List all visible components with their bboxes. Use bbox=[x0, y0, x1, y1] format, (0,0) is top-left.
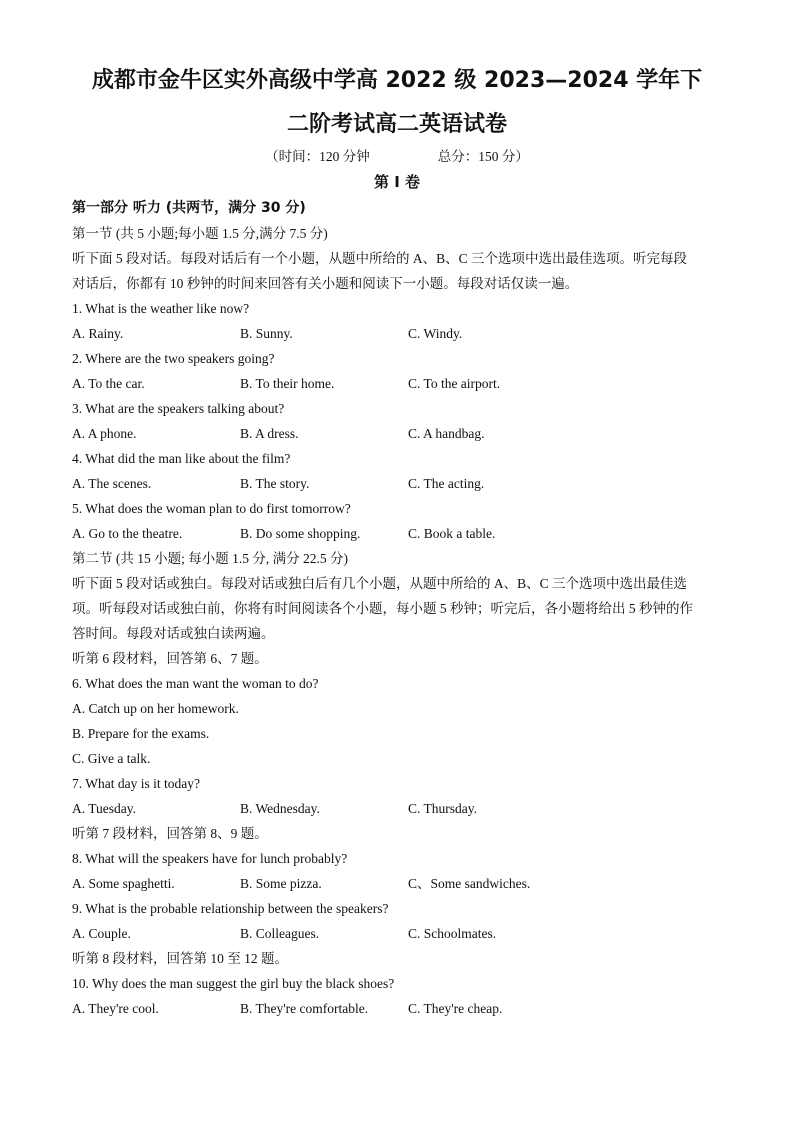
option-a: A. Tuesday. bbox=[72, 801, 137, 816]
option-c: C. Thursday. bbox=[408, 801, 477, 816]
question-10: 10. Why does the man suggest the girl buy the black shoes? bbox=[72, 976, 395, 991]
exam-meta bbox=[0, 145, 794, 165]
option-a: A. The scenes. bbox=[72, 476, 152, 491]
option-c: C. A handbag. bbox=[408, 426, 485, 441]
option-a: A. To the car. bbox=[72, 376, 145, 391]
option-a: A. A phone. bbox=[72, 426, 137, 441]
option-c: C、Some sandwiches. bbox=[408, 876, 531, 891]
option-c: C. Windy. bbox=[408, 326, 463, 341]
question-5: 5. What does the woman plan to do first tomorrow? bbox=[72, 501, 351, 516]
option-a: A. Rainy. bbox=[72, 326, 124, 341]
question-9-options bbox=[72, 921, 722, 946]
option-b: B. Colleagues. bbox=[240, 926, 320, 941]
option-b: B. The story. bbox=[240, 476, 310, 491]
segment-6-heading: 听第 6 段材料，回答第 6、7 题。 bbox=[72, 651, 268, 666]
option-b: B. Sunny. bbox=[240, 326, 293, 341]
option-b: B. They're comfortable. bbox=[240, 1001, 369, 1016]
question-1-options bbox=[72, 321, 722, 346]
option-a: A. Couple. bbox=[72, 926, 131, 941]
question-8-options bbox=[72, 871, 722, 896]
segment-8-heading: 听第 8 段材料，回答第 10 至 12 题。 bbox=[72, 951, 288, 966]
option-c: C. They're cheap. bbox=[408, 1001, 503, 1016]
option-a: A. Some spaghetti. bbox=[72, 876, 175, 891]
volume-heading: 第 I 卷 bbox=[373, 173, 421, 191]
section1-instructions-1: 听下面 5 段对话。每段对话后有一个小题，从题中所给的 A、B、C 三个选项中选出最佳选项。听完每段 bbox=[72, 251, 688, 266]
option-b: B. Wednesday. bbox=[240, 801, 320, 816]
question-2: 2. Where are the two speakers going? bbox=[72, 351, 275, 366]
option-b: B. To their home. bbox=[240, 376, 335, 391]
option-c: C. The acting. bbox=[408, 476, 485, 491]
question-6-option-c: C. Give a talk. bbox=[72, 751, 151, 766]
section1-heading: 第一节 (共 5 小题;每小题 1.5 分,满分 7.5 分) bbox=[72, 226, 328, 241]
question-3-options bbox=[72, 421, 722, 446]
section2-instructions-1: 听下面 5 段对话或独白。每段对话或独白后有几个小题，从题中所给的 A、B、C 三个选项中选出最佳选 bbox=[72, 576, 688, 591]
question-6-option-b: B. Prepare for the exams. bbox=[72, 726, 210, 741]
question-7-options bbox=[72, 796, 722, 821]
exam-title-line1: 成都市金牛区实外高级中学高 2022 级 2023—2024 学年下 bbox=[91, 68, 703, 93]
question-4: 4. What did the man like about the film? bbox=[72, 451, 291, 466]
question-7: 7. What day is it today? bbox=[72, 776, 200, 791]
option-c: C. Schoolmates. bbox=[408, 926, 497, 941]
segment-7-heading: 听第 7 段材料，回答第 8、9 题。 bbox=[72, 826, 268, 841]
option-c: C. Book a table. bbox=[408, 526, 496, 541]
exam-time: （时间：120 分钟 bbox=[265, 149, 370, 164]
question-5-options bbox=[72, 521, 722, 546]
question-10-options bbox=[72, 996, 722, 1021]
question-8: 8. What will the speakers have for lunch probably? bbox=[72, 851, 348, 866]
question-2-options bbox=[72, 371, 722, 396]
section2-instructions-2: 项。听每段对话或独白前，你将有时间阅读各个小题，每小题 5 秒钟；听完后，各小题将给出 5 秒钟的作 bbox=[72, 601, 693, 616]
section1-instructions-2: 对话后，你都有 10 秒钟的时间来回答有关小题和阅读下一小题。每段对话仅读一遍。 bbox=[72, 276, 579, 291]
question-6: 6. What does the man want the woman to do? bbox=[72, 676, 319, 691]
option-a: A. Go to the theatre. bbox=[72, 526, 183, 541]
exam-content bbox=[72, 196, 722, 1021]
section2-heading: 第二节 (共 15 小题; 每小题 1.5 分, 满分 22.5 分) bbox=[72, 551, 348, 566]
question-4-options bbox=[72, 471, 722, 496]
option-b: B. A dress. bbox=[240, 426, 299, 441]
exam-title-line2: 二阶考试高二英语试卷 bbox=[286, 112, 507, 137]
question-1: 1. What is the weather like now? bbox=[72, 301, 250, 316]
option-a: A. They're cool. bbox=[72, 1001, 159, 1016]
option-c: C. To the airport. bbox=[408, 376, 501, 391]
option-b: B. Do some shopping. bbox=[240, 526, 361, 541]
question-9: 9. What is the probable relationship between the speakers? bbox=[72, 901, 389, 916]
exam-total: 总分：150 分） bbox=[437, 149, 529, 164]
section2-instructions-3: 答时间。每段对话或独白读两遍。 bbox=[72, 626, 275, 641]
question-3: 3. What are the speakers talking about? bbox=[72, 401, 285, 416]
question-6-option-a: A. Catch up on her homework. bbox=[72, 701, 239, 716]
option-b: B. Some pizza. bbox=[240, 876, 322, 891]
part1-heading: 第一部分 听力 (共两节，满分 30 分) bbox=[72, 200, 306, 216]
